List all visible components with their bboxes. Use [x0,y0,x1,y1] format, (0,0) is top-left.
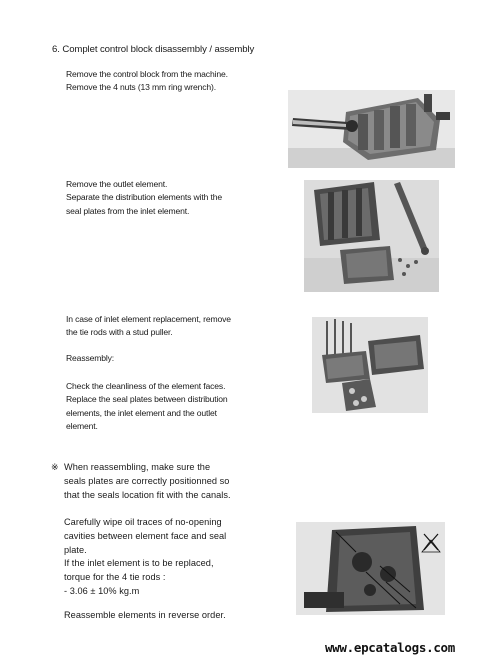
text-line: Separate the distribution elements with the [66,192,222,203]
step-check-cleanliness [66,380,228,434]
text-line: cavities between element face and seal [64,530,227,541]
text-line: - 3.06 ± 10% kg.m [64,585,140,596]
text-line: that the seals location fit with the canals. [64,489,231,500]
text-line: the tie rods with a stud puller. [66,327,173,338]
text-line: Carefully wipe oil traces of no-opening [64,517,222,527]
text-line: If the inlet element is to be replaced, [64,558,214,569]
text-line: When reassembling, make sure the [64,462,211,472]
text-line: seal plates from the inlet element. [66,205,190,216]
text-line: Replace the seal plates between distribution [66,394,228,405]
section-heading: 6. Complet control block disassembly / assembly [52,44,255,55]
text-line: Remove the outlet element. [66,179,168,189]
text-line: Remove the control block from the machine. [66,69,228,79]
reassembly-title: Reassembly: [66,353,115,363]
step-reassemble-reverse: Reassemble elements in reverse order. [64,610,226,620]
footer-url[interactable]: www.epcatalogs.com [324,640,455,655]
text-line: element. [66,421,98,432]
text-line: plate. [64,544,87,555]
text-line: seals plates are correctly positionned so [64,475,230,486]
photo-control-block-removal [288,90,455,168]
step-remove-tie-rods [66,313,231,340]
step-remove-outlet-element [66,178,222,218]
text-line: Remove the 4 nuts (13 mm ring wrench). [66,82,217,93]
photo-seal-plate-positioning [296,522,445,615]
photo-separated-elements [304,180,439,292]
photo-tie-rods [312,317,428,413]
text-line: In case of inlet element replacement, remove [66,314,231,324]
text-line: Check the cleanliness of the element faces. [66,381,226,391]
text-line: elements, the inlet element and the outlet [66,407,217,418]
step-remove-control-block [66,68,228,95]
text-line: torque for the 4 tie rods : [64,572,166,583]
note-symbol: ※ [51,462,59,472]
step-wipe-oil-traces [64,516,226,599]
reassembly-note [64,461,231,502]
